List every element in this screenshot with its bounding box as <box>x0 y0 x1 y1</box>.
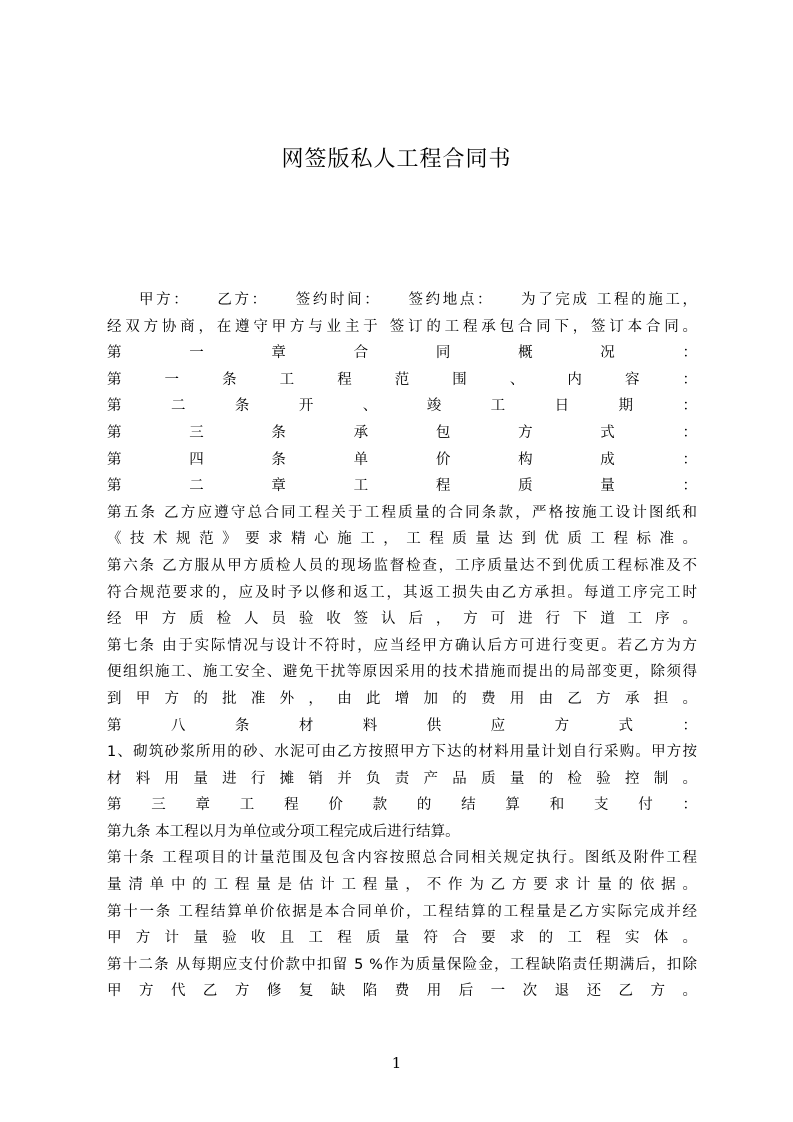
article-7-line-3: 到甲方的批准外，由此增加的费用由乙方承担。 <box>107 690 697 707</box>
article-10-line-1: 第十条 工程项目的计量范围及包含内容按照总合同相关规定执行。图纸及附件工程 <box>107 850 697 867</box>
chapter-3-heading: 第 三 章 工 程 价 款 的 结 算 和 支 付 ： <box>107 797 697 814</box>
article-12-line-1: 第十二条 从每期应支付价款中扣留 5 %作为质量保险金，工程缺陷责任期满后，扣除 <box>107 956 697 973</box>
chapter-1-heading: 第 一 章 合 同 概 况 ： <box>107 345 697 362</box>
article-5-line-1: 第五条 乙方应遵守总合同工程关于工程质量的合同条款，严格按施工设计图纸和 <box>107 504 697 521</box>
article-11-line-1: 第十一条 工程结算单价依据是本合同单价，工程结算的工程量是乙方实际完成并经 <box>107 903 697 920</box>
document-title: 网签版私人工程合同书 <box>281 147 512 172</box>
article-1-heading: 第 一 条 工 程 范 围 、 内 容 ： <box>107 371 697 388</box>
article-5-line-2: 《技术规范》要求精心施工，工程质量达到优质工程标准。 <box>107 531 697 548</box>
article-9-line: 第九条 本工程以月为单位或分项工程完成后进行结算。 <box>107 823 460 840</box>
text-line-intro-1: 甲方： 乙方： 签约时间： 签约地点： 为了完成 工程的施工， <box>139 292 697 308</box>
article-7-line-2: 便组织施工、施工安全、避免干扰等原因采用的技术措施而提出的局部变更，除须得 <box>107 664 697 681</box>
article-8-item-1-line-1: 1、砌筑砂浆所用的砂、水泥可由乙方按照甲方下达的材料用量计划自行采购。甲方按 <box>107 744 697 761</box>
article-2-heading: 第 二 条 开 、 竣 工 日 期 ： <box>107 398 697 415</box>
article-10-line-2: 量清单中的工程量是估计工程量，不作为乙方要求计量的依据。 <box>107 877 697 894</box>
article-6-line-1: 第六条 乙方服从甲方质检人员的现场监督检查，工序质量达不到优质工程标准及不 <box>107 557 697 574</box>
article-8-heading: 第 八 条 材 料 供 应 方 式 ： <box>107 717 697 734</box>
article-12-line-2: 甲方代乙方修复缺陷费用后一次退还乙方。 <box>107 983 697 1000</box>
article-7-line-1: 第七条 由于实际情况与设计不符时，应当经甲方确认后方可进行变更。若乙方为方 <box>107 637 697 654</box>
article-6-line-2: 符合规范要求的，应及时予以修和返工，其返工损失由乙方承担。每道工序完工时 <box>107 584 697 601</box>
article-6-line-3: 经甲方质检人员验收签认后，方可进行下道工序。 <box>107 611 697 628</box>
chapter-2-heading: 第 二 章 工 程 质 量 ： <box>107 478 697 495</box>
article-8-item-1-line-2: 材料用量进行摊销并负责产品质量的检验控制。 <box>107 770 697 787</box>
article-4-heading: 第 四 条 单 价 构 成 ： <box>107 451 697 468</box>
article-3-heading: 第 三 条 承 包 方 式 ： <box>107 424 697 441</box>
page-number: 1 <box>391 1054 402 1072</box>
article-11-line-2: 甲方计量验收且工程质量符合要求的工程实体。 <box>107 930 697 947</box>
contract-body <box>107 287 697 1005</box>
text-line-intro-2: 经双方协商，在遵守甲方与业主于 签订的工程承包合同下，签订本合同。 <box>107 318 697 335</box>
